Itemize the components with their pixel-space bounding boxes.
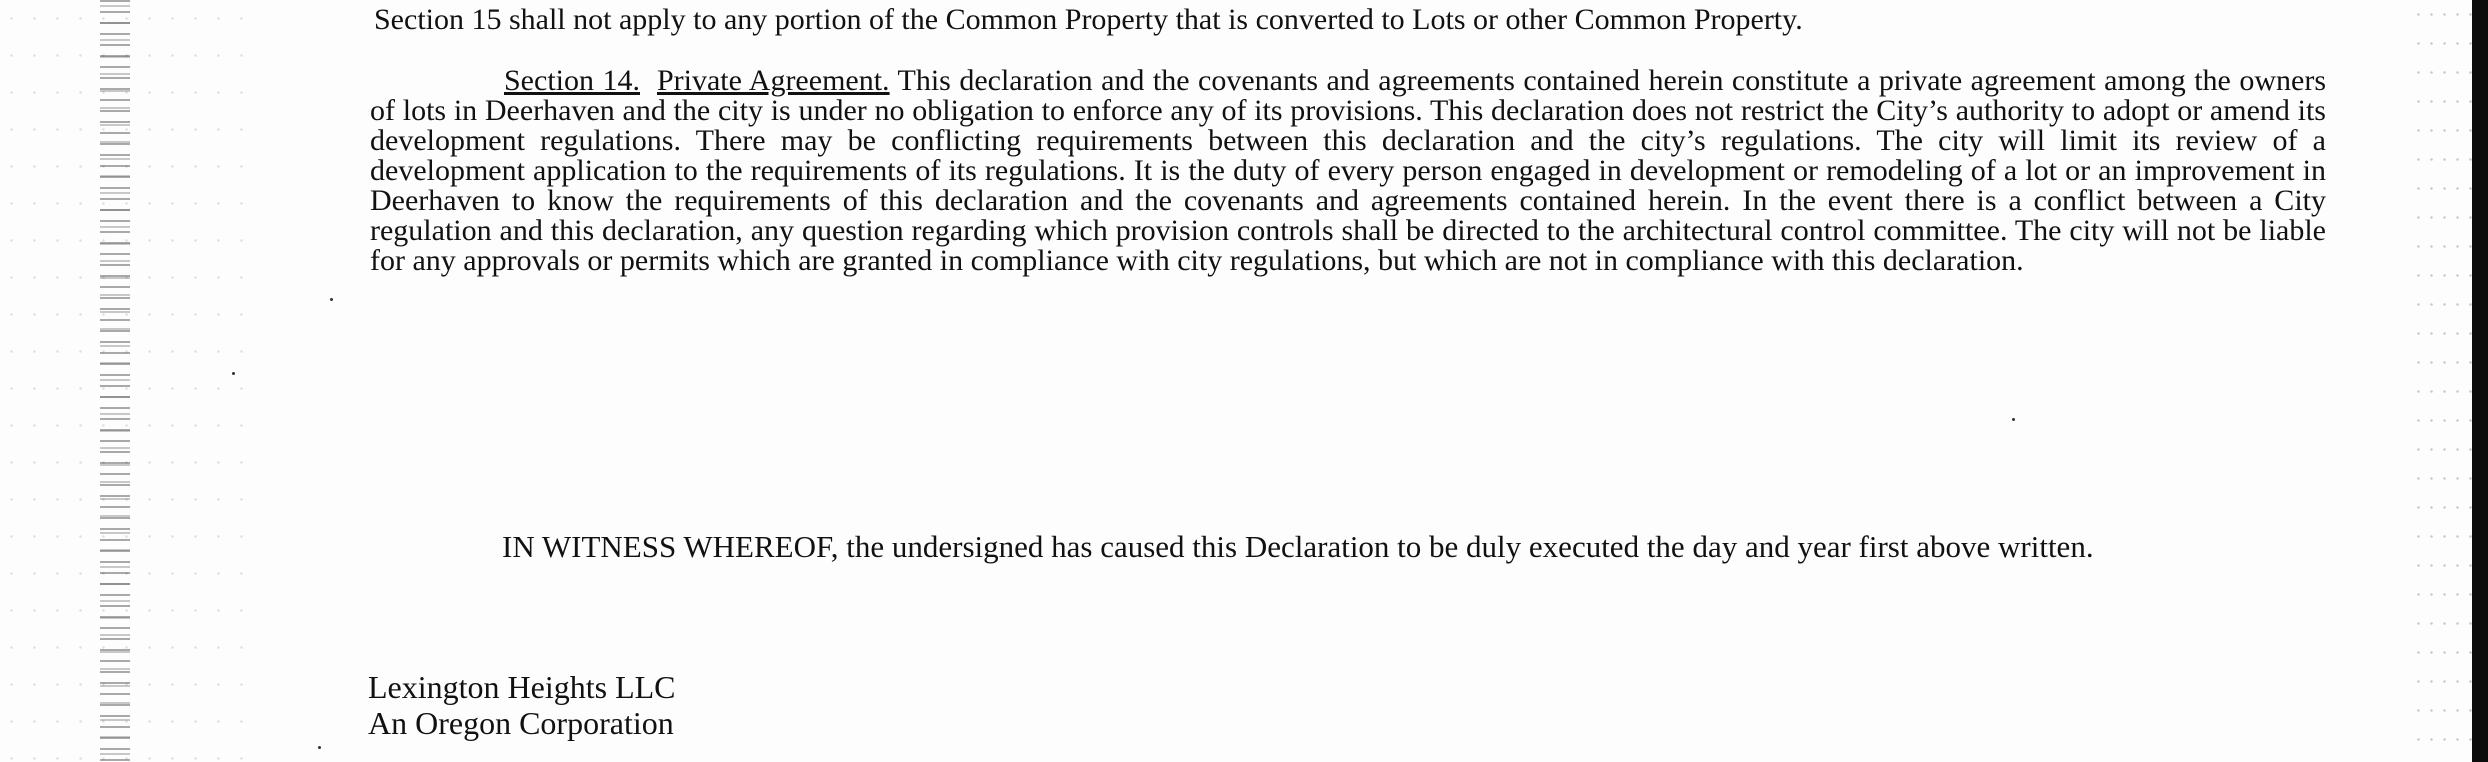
scan-noise-left <box>0 0 260 762</box>
scan-speck <box>232 372 235 375</box>
witness-clause: IN WITNESS WHEREOF, the undersigned has caused this Declaration to be duly executed the day and year first above written. <box>502 529 2094 564</box>
signatory-entity: An Oregon Corporation <box>368 705 674 741</box>
scan-speck <box>318 746 321 749</box>
scan-edge-left <box>100 0 130 762</box>
signatory-name: Lexington Heights LLC <box>368 669 676 705</box>
section-14-paragraph <box>370 66 2326 276</box>
scan-noise-right <box>2412 0 2472 762</box>
section-15-closing-line: Section 15 shall not apply to any portion of the Common Property that is converted to Lots or other Common Property. <box>374 3 1803 36</box>
scan-speck <box>330 298 333 301</box>
section-14-body: This declaration and the covenants and agreements contained herein constitute a private agreement among the owners of lots in Deerhaven and the city is under no obligation to enforce any of its provisions. This declaration does not restrict the City’s authority to adopt or amend its development regulations. There may be conflicting requirements between this declaration and the city’s regulations. The city will limit its review of a development application to the requirements of its regulations. It is the duty of every person engaged in development or remodeling of a lot or an improvement in Deerhaven to know the requirements of this declaration and the covenants and agreements contained herein. In the event there is a conflict between a City regulation and this declaration, any question regarding which provision controls shall be directed to the architectural control committee. The city will not be liable for any approvals or permits which are granted in compliance with city regulations, but which are not in compliance with this declaration. <box>370 64 2326 277</box>
scan-speck <box>2012 418 2015 421</box>
section-14-heading: Section 14. <box>504 64 640 97</box>
scan-edge-right <box>2472 0 2488 762</box>
section-14-title: Private Agreement. <box>656 64 890 97</box>
